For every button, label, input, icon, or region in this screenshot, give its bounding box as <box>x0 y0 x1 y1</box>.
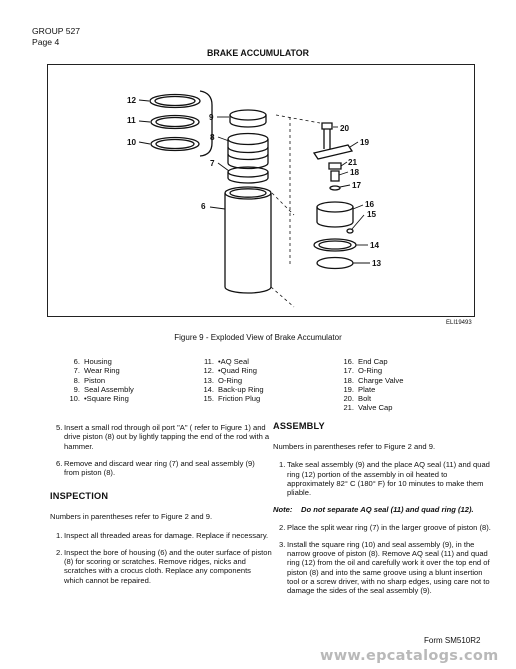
disassembly-step-5: 5. Insert a small rod through oil port "A" ( refer to Figure 1) and drive piston (8) out by lightly tapping the end of the rod with a hammer. <box>56 423 270 451</box>
figure-caption: Figure 9 - Exploded View of Brake Accumulator <box>174 333 342 342</box>
callout-14: 14 <box>370 241 380 250</box>
part-row: 8. Piston <box>73 375 106 385</box>
group-label: GROUP 527 <box>32 26 81 36</box>
part-row: 16. End Cap <box>343 357 388 366</box>
left-column <box>50 423 272 593</box>
part-row: 18. Charge Valve <box>343 375 404 385</box>
exploded-view-figure <box>47 64 475 317</box>
inspection-step-2: 2. Inspect the bore of housing (6) and the outer surface of piston (8) for scoring or scratches. Remove ridges, nicks and scratches with a crocus cloth. Replace any components which cannot be repaired. <box>56 547 272 585</box>
callout-12: 12 <box>127 96 137 105</box>
part-row: 21. Valve Cap <box>343 403 393 413</box>
part-row: 17. O-Ring <box>343 366 383 376</box>
assembly-intro: Numbers in parentheses refer to Figure 2 and 9. <box>273 442 436 452</box>
parts-list-col3 <box>334 357 403 413</box>
callout-19: 19 <box>360 138 370 147</box>
parts-list-col1 <box>60 357 134 403</box>
part-row: 20. Bolt <box>343 394 372 403</box>
callout-8: 8 <box>210 133 215 142</box>
callout-13: 13 <box>372 259 382 268</box>
part-row: 6. Housing <box>73 357 112 366</box>
part-row: 15. Friction Plug <box>203 394 261 403</box>
assembly-step-3: 3. Install the square ring (10) and seal assembly (9), in the narrow groove of piston (8). Remove AQ seal (11) and quad ring (12) from the oil and carefully work it over the top end of piston (8) and into the same groove using a blunt insertion tool or a screw driver, with no sharp edges, using care not to damage the sides of the seal assembly (9). <box>279 539 490 596</box>
parts-list-col2 <box>194 357 264 403</box>
callout-16: 16 <box>365 200 375 209</box>
figure-id: ELI19493 <box>446 320 472 326</box>
part-row: 13. O-Ring <box>203 375 243 385</box>
callout-10: 10 <box>127 138 137 147</box>
inspection-step-1: 1. Inspect all threaded areas for damage. Replace if necessary. <box>56 530 269 540</box>
callout-18: 18 <box>350 168 360 177</box>
watermark-site: www.epcatalogs.com <box>320 648 499 664</box>
disassembly-step-6: 6. Remove and discard wear ring (7) and seal assembly (9) from piston (8). <box>56 458 255 477</box>
page-title: BRAKE ACCUMULATOR <box>207 48 309 58</box>
part-row: 11. •AQ Seal <box>204 357 249 366</box>
callout-21: 21 <box>348 158 358 167</box>
exploded-view-drawing <box>48 65 476 318</box>
assembly-step-1: 1. Take seal assembly (9) and the place AQ seal (11) and quad ring (12) portion of the assembly in oil heated to approximately 82° C (180° F) for 10 minutes to make them pliable. <box>279 460 490 498</box>
callout-20: 20 <box>340 124 350 133</box>
inspection-heading: INSPECTION <box>50 491 109 502</box>
callout-9: 9 <box>209 113 214 122</box>
part-row: 9. Seal Assembly <box>73 384 134 394</box>
callout-17: 17 <box>352 181 362 190</box>
part-row: 12. •Quad Ring <box>203 366 257 376</box>
part-row: 7. Wear Ring <box>73 366 120 376</box>
inspection-intro: Numbers in parentheses refer to Figure 2 and 9. <box>50 512 213 522</box>
right-column <box>273 423 495 603</box>
callout-7: 7 <box>210 159 215 168</box>
part-row: 10. •Square Ring <box>69 394 129 403</box>
assembly-step-2: 2. Place the split wear ring (7) in the larger groove of piston (8). <box>279 522 491 532</box>
assembly-note: Note: Do not separate AQ seal (11) and quad ring (12). <box>273 505 474 515</box>
assembly-heading: ASSEMBLY <box>273 421 325 431</box>
part-row: 19. Plate <box>343 384 376 394</box>
page-number: Page 4 <box>32 37 60 47</box>
form-number: Form SM510R2 <box>424 636 481 645</box>
callout-15: 15 <box>367 210 377 219</box>
callout-6: 6 <box>201 202 206 211</box>
part-row: 14. Back-up Ring <box>203 384 264 394</box>
callout-11: 11 <box>127 116 136 125</box>
